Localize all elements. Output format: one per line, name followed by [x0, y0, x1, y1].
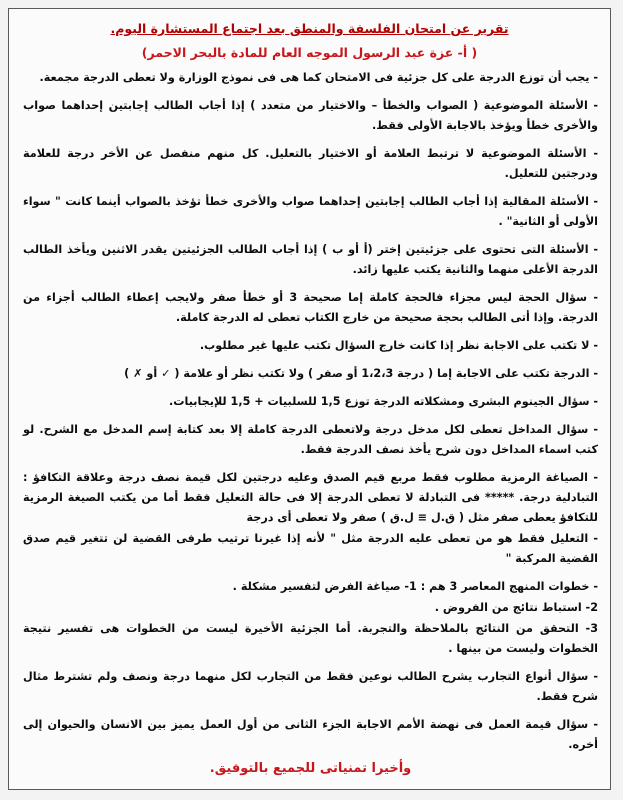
- paragraph-experiment-types: - سؤال أنواع التجارب يشرح الطالب نوعين فقط من التجارب لكل منهما درجة ونصف ولم تشترط مثال شرح فقط.: [23, 670, 598, 703]
- closing-wishes: وأخيرا تمنياتى للجميع بالتوفيق.: [209, 761, 412, 776]
- paragraph-reasoning-only: - التعليل فقط هو من تعطى عليه الدرجة مثل " لأنه إذا غيرنا ترتيب طرفى القضية لن تتغير قيم صدق القضية المركبة ": [23, 532, 598, 565]
- paragraph-argument-question: - سؤال الحجة ليس مجزاء فالحجة كاملة إما صحيحة 3 أو خطأ صفر ولايجب إعطاء الطالب أجزاء من الدرجة. وإذا أتى الطالب بحجة صحيحة من خارج الكتاب تعطى له الدرجة كاملة.: [23, 291, 598, 324]
- report-body: [9, 66, 610, 776]
- paragraph-choice-questions: - الأسئلة التى تحتوى على جزئيتين إختر (أ أو ب ) إذا أجاب الطالب الجزئيتين يقدر الاثنين ويأخذ الطالب الدرجة الأعلى منهما والثانية يكتب عليها زائد.: [23, 243, 598, 276]
- paragraph-symbolic-formulation: - الصياغة الرمزية مطلوب فقط مربع قيم الصدق وعليه درجتين لكل قيمة نصف درجة وعلاقة التكافؤ : التبادلية درجة. ***** فى التبادلة لا تعطى الدرجة إلا فى حالة التعليل فقط أما من يكتب الصيغة الرمزية للتكافؤ يعطى صفر مثل ( ق.ل ≡ ل.ق ) صفر ولا تعطى أى درجة: [23, 471, 598, 524]
- paragraph-essay-questions: - الأسئلة المقالية إذا أجاب الطالب إجابتين إحداهما صواب والأخرى خطأ تؤخذ بالصواب أينما كانت " سواء الأولى أو الثانية" .: [23, 195, 598, 228]
- paragraph-marking-reasoning: - الأسئلة الموضوعية لا ترتبط العلامة أو الاختيار بالتعليل. كل منهم منفصل عن الأخر درجة للعلامة ودرجتين للتعليل.: [23, 147, 598, 180]
- paragraph-genome-question: - سؤال الجينوم البشرى ومشكلاته الدرجة توزع 1,5 للسلبيات + 1,5 للإيجابيات.: [169, 395, 598, 408]
- paragraph-method-steps: - خطوات المنهج المعاصر 3 هم : 1- صياغة الفرض لتفسير مشكلة .: [232, 580, 598, 593]
- report-header: [9, 9, 610, 66]
- paragraph-value-of-work: - سؤال قيمة العمل فى نهضة الأمم الاجابة الجزء الثانى من أول العمل يميز بين الانسان والحيوان إلى أخره.: [23, 718, 598, 751]
- paragraph-grade-distribution: - يجب أن توزع الدرجة على كل جزئية فى الامتحان كما هى فى نموذج الوزارة ولا تعطى الدرجة مجمعة.: [39, 71, 598, 84]
- paragraph-method-step-3: 3- التحقق من النتائج بالملاحظة والتجربة. أما الجزئية الأخيرة ليست من الخطوات هى تفسير نتيجة الخطوات وليست من بينها .: [23, 622, 598, 655]
- paragraph-method-step-2: 2- استباط نتائج من الفروض .: [434, 601, 598, 614]
- report-page: [8, 8, 611, 790]
- paragraph-off-topic-answer: - لا تكتب على الاجابة نظر إذا كانت خارج السؤال تكتب عليها غير مطلوب.: [199, 339, 598, 352]
- paragraph-approaches-question: - سؤال المداخل تعطى لكل مدخل درجة ولاتعطى الدرجة كاملة إلا بعد كتابة إسم المدخل مع الشرح. لو كتب اسماء المداخل دون شرح يأخذ نصف الدرجة فقط.: [23, 423, 598, 456]
- report-title: تقرير عن امتحان الفلسفة والمنطق بعد اجتماع المستشارة اليوم.: [110, 21, 509, 36]
- paragraph-grade-notation: - الدرجة تكتب على الاجابة إما ( درجة 1،2،3 أو صفر ) ولا تكتب نظر أو علامة ( ✓ أو ✗ ): [124, 367, 598, 380]
- report-author: ( أ- عزة عبد الرسول الموجه العام للمادة بالبحر الاحمر): [141, 45, 478, 60]
- paragraph-objective-questions: - الأسئلة الموضوعية ( الصواب والخطأ – والاختيار من متعدد ) إذا أجاب الطالب إجابتين إحداهما صواب والأخرى خطأ ويؤخذ بالاجابة الأولى فقط.: [23, 99, 598, 132]
